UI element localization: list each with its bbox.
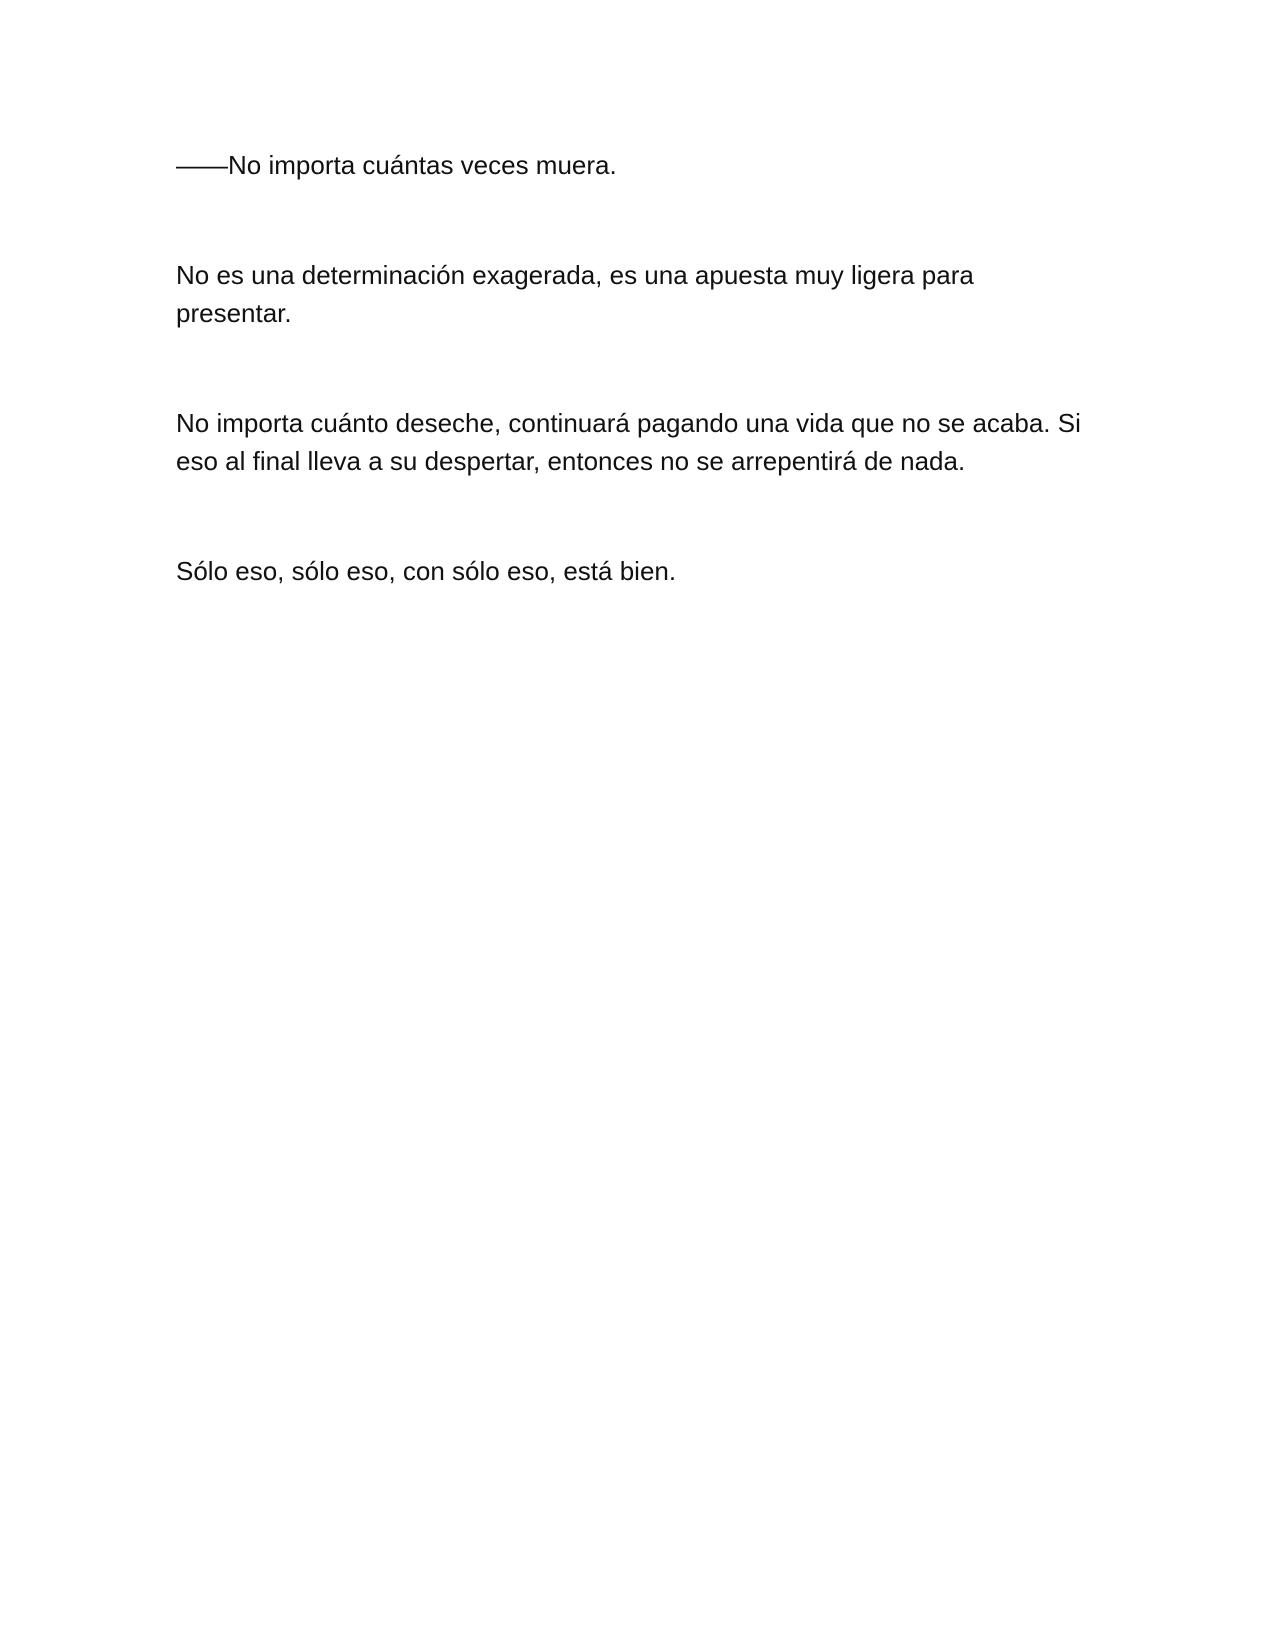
paragraph-1: ——No importa cuántas veces muera. bbox=[176, 150, 617, 180]
document-body bbox=[176, 146, 1106, 590]
paragraph-4: Sólo eso, sólo eso, con sólo eso, está bien. bbox=[176, 556, 677, 586]
paragraph-3: No importa cuánto deseche, continuará pagando una vida que no se acaba. Si eso al final lleva a su despertar, entonces no se arrepentirá de nada. bbox=[176, 408, 1081, 476]
paragraph-2: No es una determinación exagerada, es una apuesta muy ligera para presentar. bbox=[176, 260, 974, 328]
